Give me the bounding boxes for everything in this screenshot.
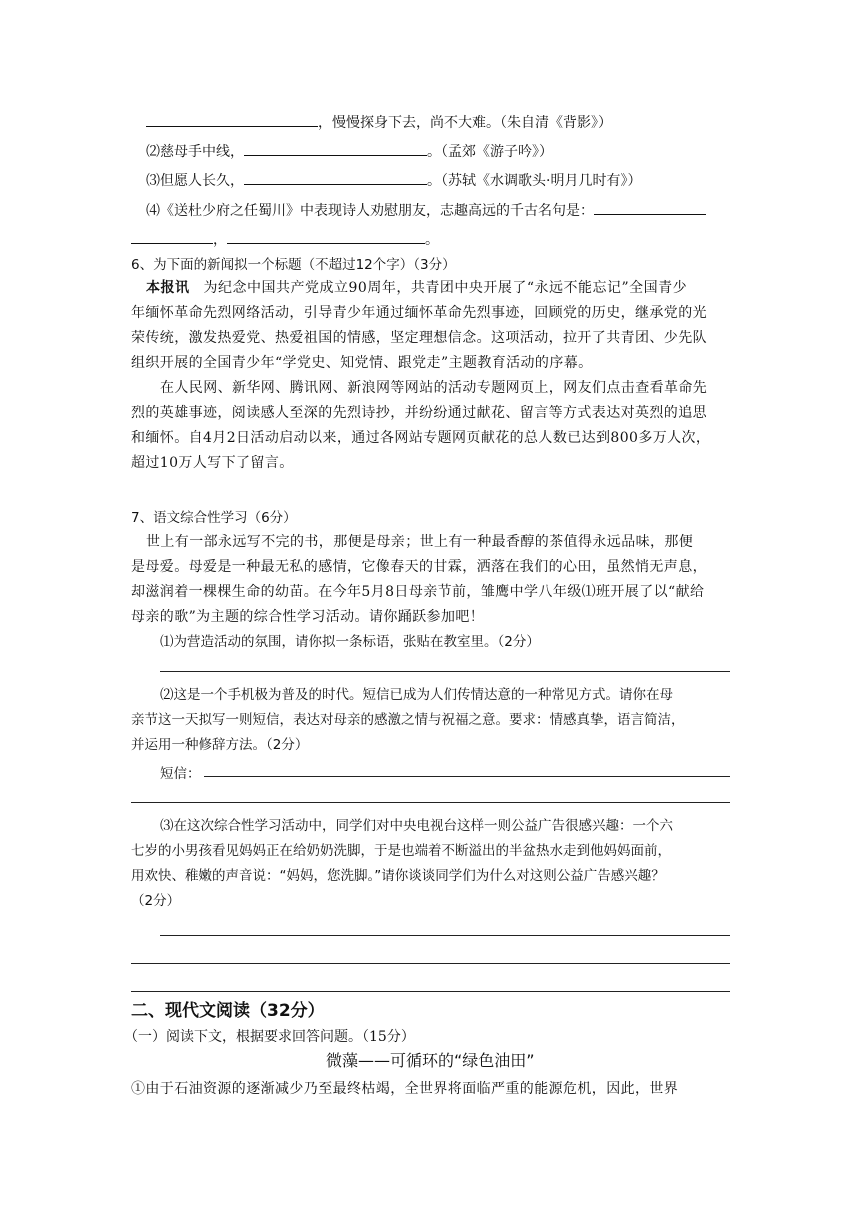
answer-blank[interactable]	[131, 229, 213, 244]
poem-text: ，	[213, 232, 227, 248]
q7-sub3-line3: 用欢快、稚嫩的声音说：“妈妈，您洗脚。”请你谈谈同学们为什么对这则公益广告感兴趣？	[131, 868, 665, 884]
news-lead: 本报讯	[146, 280, 190, 296]
poem-line-4-cont	[131, 229, 439, 250]
q7-sub2-line3: 并运用一种修辞方法。（2分）	[131, 737, 309, 753]
poem-text: ⑷《送杜少府之任蜀川》中表现诗人劝慰朋友，志趣高远的千古名句是：	[146, 203, 594, 219]
part-instruction: （一）阅读下文，根据要求回答问题。（15分）	[124, 1029, 415, 1045]
article-para1: ①由于石油资源的逐渐减少乃至最终枯竭，全世界将面临严重的能源危机，因此，世界	[131, 1081, 679, 1097]
q6-heading: 6、为下面的新闻拟一个标题（不超过12个字）（3分）	[131, 257, 456, 273]
q6-para2-line3: 和缅怀。自4月2日活动启动以来，通过各网站专题网页献花的总人数已达到800多万人次，	[131, 430, 711, 446]
answer-blank[interactable]	[146, 112, 318, 127]
article-title: 微藻——可循环的“绿色油田”	[326, 1051, 535, 1070]
poem-text: ，慢慢探身下去，尚不大难。（朱自清《背影》）	[318, 115, 612, 131]
sms-label: 短信：	[160, 766, 201, 782]
answer-line[interactable]	[160, 935, 730, 936]
poem-text: 。（苏轼《水调歌头·明月几时有》）	[427, 173, 642, 189]
q6-para1-line3: 荣传统，激发热爱党、热爱祖国的情感，坚定理想信念。这项活动，拉开了共青团、少先队	[131, 330, 707, 346]
q7-intro-line3: 却滋润着一棵棵生命的幼苗。在今年5月8日母亲节前，雏鹰中学八年级⑴班开展了以“献给	[131, 584, 705, 600]
answer-line[interactable]	[204, 776, 730, 777]
q6-para1-line2: 年缅怀革命先烈网络活动，引导青少年通过缅怀革命先烈事迹，回顾党的历史，继承党的光	[131, 305, 707, 321]
poem-line-3	[146, 170, 641, 191]
answer-blank[interactable]	[244, 170, 427, 185]
answer-blank[interactable]	[227, 229, 425, 244]
answer-blank[interactable]	[594, 200, 706, 215]
q7-sub1: ⑴为营造活动的氛围，请你拟一条标语，张贴在教室里。（2分）	[160, 634, 540, 650]
poem-text: ⑶但愿人长久，	[146, 173, 244, 189]
answer-blank[interactable]	[244, 141, 427, 156]
news-text: 为纪念中国共产党成立90周年，共青团中央开展了“永远不能忘记”全国青少	[203, 280, 688, 296]
q6-para2-line1: 在人民网、新华网、腾讯网、新浪网等网站的活动专题网页上，网友们点击查看革命先	[160, 380, 708, 396]
section-heading: 二、现代文阅读（32分）	[131, 1001, 325, 1021]
q7-sub2-line1: ⑵这是一个手机极为普及的时代。短信已成为人们传情达意的一种常见方式。请你在母	[160, 687, 673, 703]
poem-line-2	[146, 141, 553, 162]
q7-intro-line2: 是母爱。母爱是一种最无私的感情，它像春天的甘霖，洒落在我们的心田，虽然悄无声息，	[131, 559, 707, 575]
q6-para1-line1	[146, 278, 687, 298]
answer-line[interactable]	[131, 802, 730, 803]
q7-sub3-line1: ⑶在这次综合性学习活动中，同学们对中央电视台这样一则公益广告很感兴趣：一个六	[160, 818, 673, 834]
q6-para1-line4: 组织开展的全国青少年“学党史、知党情、跟党走”主题教育活动的序幕。	[131, 355, 593, 371]
poem-line-1	[146, 112, 612, 133]
answer-line[interactable]	[131, 991, 730, 992]
answer-line[interactable]	[131, 963, 730, 964]
q7-heading: 7、语文综合性学习（6分）	[131, 510, 297, 526]
q7-sub3-line2: 七岁的小男孩看见妈妈正在给奶奶洗脚，于是也端着不断溢出的半盆热水走到他妈妈面前，	[131, 843, 671, 859]
q7-intro-line4: 母亲的歌”为主题的综合性学习活动。请你踊跃参加吧！	[131, 609, 485, 625]
poem-text: 。（孟郊《游子吟》）	[427, 144, 553, 160]
q6-para2-line2: 烈的英雄事迹，阅读感人至深的先烈诗抄，并纷纷通过献花、留言等方式表达对英烈的追思	[131, 405, 707, 421]
q7-intro-line1: 世上有一部永远写不完的书，那便是母亲；世上有一种最香醇的茶值得永远品味，那便	[146, 534, 694, 550]
q7-sub2-line2: 亲节这一天拟写一则短信，表达对母亲的感激之情与祝福之意。要求：情感真挚，语言简洁，	[131, 712, 685, 728]
poem-text: ⑵慈母手中线，	[146, 144, 244, 160]
answer-line[interactable]	[160, 671, 730, 672]
poem-line-4	[146, 200, 706, 221]
poem-text: 。	[425, 232, 439, 248]
q7-sub3-line4: （2分）	[131, 893, 181, 909]
q6-para2-line4: 超过10万人写下了留言。	[131, 455, 294, 471]
